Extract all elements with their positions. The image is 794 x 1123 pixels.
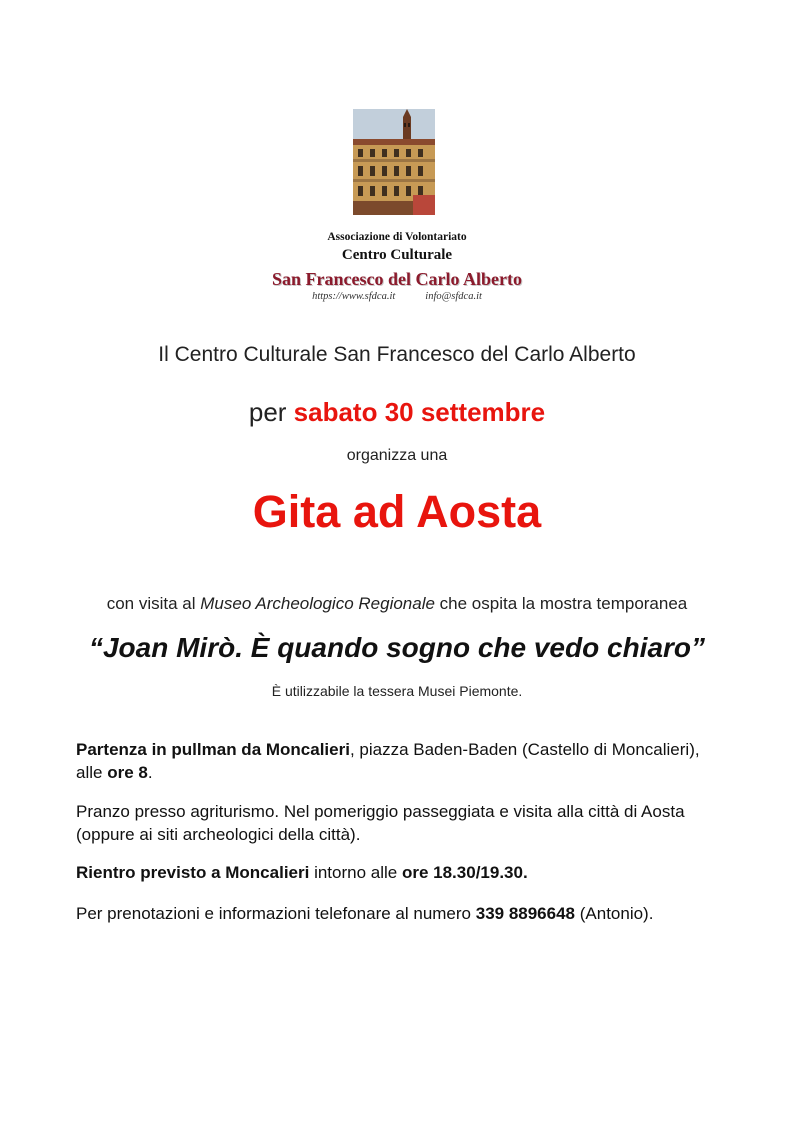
date-prefix: per	[248, 397, 294, 427]
visit-suffix: che ospita la mostra temporanea	[434, 594, 688, 613]
center-name: Centro Culturale	[341, 247, 453, 263]
contact-line	[0, 291, 794, 302]
departure-bold: Partenza in pullman da Moncalieri	[76, 740, 350, 759]
return-bold: Rientro previsto a Moncalieri	[76, 863, 310, 882]
association-label: Associazione di Volontariato	[327, 231, 467, 243]
booking-end: (Antonio).	[575, 904, 654, 923]
return-paragraph	[76, 861, 716, 884]
phone-number[interactable]: 339 8896648	[475, 904, 576, 923]
organizes-text: organizza una	[346, 447, 448, 464]
intro-text: Il Centro Culturale San Francesco del Carlo Alberto	[158, 343, 636, 366]
booking-paragraph	[76, 902, 716, 925]
lunch-paragraph: Pranzo presso agriturismo. Nel pomeriggio passeggiata e visita alla città di Aosta (oppure ai siti archeologici della città).	[76, 802, 685, 844]
exhibition-title: “Joan Mirò. È quando sogno che vedo chiaro”	[88, 632, 706, 663]
departure-time: ore 8	[107, 763, 148, 782]
tessera-note: È utilizzabile la tessera Musei Piemonte.	[271, 683, 523, 699]
event-date: sabato 30 settembre	[293, 397, 546, 427]
booking-text: Per prenotazioni e informazioni telefonare al numero	[76, 904, 476, 923]
building-photo	[353, 109, 435, 215]
visit-line	[0, 594, 794, 614]
organization-name: San Francesco del Carlo Alberto	[272, 269, 522, 289]
return-text: intorno alle	[309, 863, 402, 882]
email-link[interactable]: info@sfdca.it	[425, 291, 482, 302]
return-time: ore 18.30/19.30.	[401, 863, 528, 882]
departure-paragraph	[76, 738, 716, 784]
departure-text: , piazza Baden-Baden (Castello di Moncalieri), alle	[76, 740, 700, 782]
departure-end: .	[147, 763, 153, 782]
museum-name: Museo Archeologico Regionale	[200, 594, 435, 613]
date-line	[0, 397, 794, 428]
visit-prefix: con visita al	[106, 594, 201, 613]
website-link[interactable]: https://www.sfdca.it	[312, 291, 396, 302]
event-title: Gita ad Aosta	[252, 486, 542, 537]
